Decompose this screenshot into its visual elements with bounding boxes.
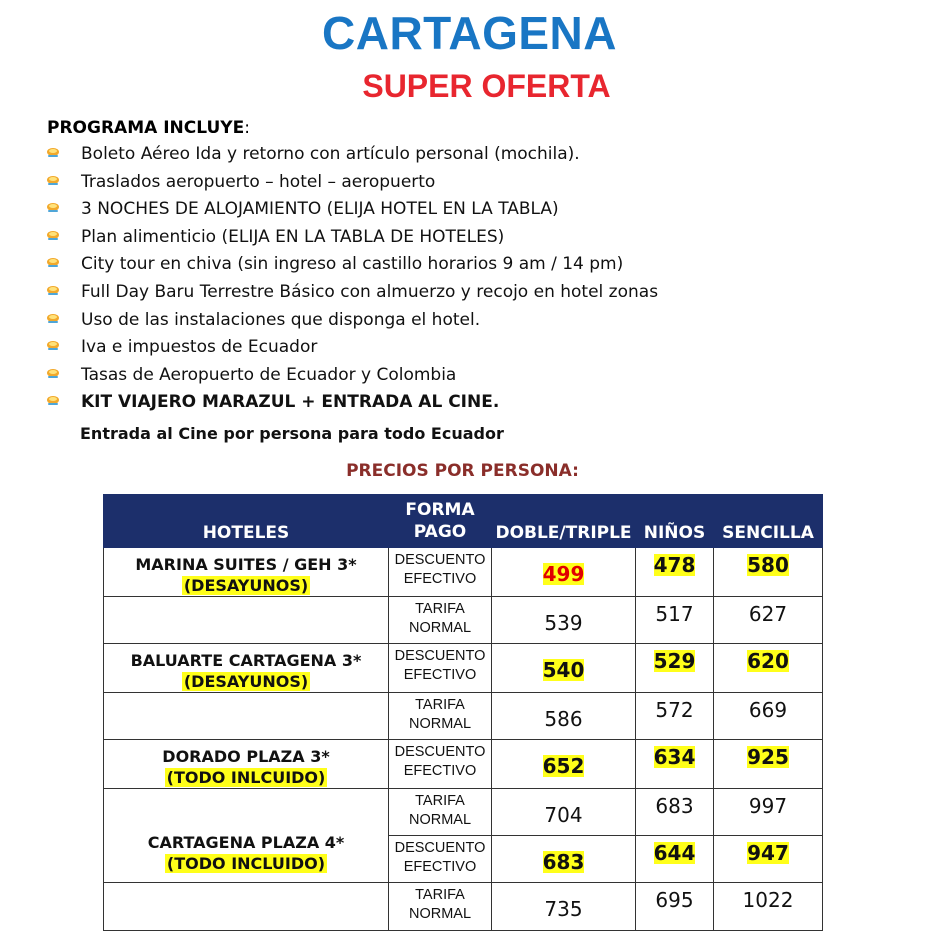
bullet-icon bbox=[46, 285, 60, 297]
bullet-icon bbox=[46, 368, 60, 380]
price-sencilla: 620 bbox=[747, 649, 789, 673]
program-item bbox=[44, 141, 744, 169]
program-item bbox=[44, 307, 744, 335]
table-row bbox=[104, 644, 823, 693]
hotel-name: CARTAGENA PLAZA 4* bbox=[147, 833, 345, 852]
price-ninos: 572 bbox=[655, 698, 694, 722]
price-ninos-cell bbox=[636, 693, 714, 740]
price-doble: 704 bbox=[544, 803, 583, 827]
price-doble-cell bbox=[492, 883, 636, 931]
program-item bbox=[44, 196, 744, 224]
price-doble: 499 bbox=[542, 562, 585, 586]
bullet-icon bbox=[46, 230, 60, 242]
hotel-cell bbox=[104, 548, 389, 597]
program-item-text: City tour en chiva (sin ingreso al castillo horarios 9 am / 14 pm) bbox=[81, 254, 624, 275]
page-subtitle: SUPER OFERTA bbox=[362, 68, 611, 104]
price-sencilla-cell bbox=[714, 693, 823, 740]
price-ninos-cell bbox=[636, 548, 714, 597]
price-sencilla: 580 bbox=[747, 553, 789, 577]
header-doble: DOBLE/TRIPLE bbox=[492, 495, 636, 548]
bullet-icon bbox=[46, 202, 60, 214]
table-row bbox=[104, 693, 823, 740]
hotel-cell-empty bbox=[104, 597, 389, 644]
program-item-text: Plan alimenticio (ELIJA EN LA TABLA DE HOTELES) bbox=[81, 226, 505, 247]
program-item bbox=[44, 279, 744, 307]
hotel-cell bbox=[104, 789, 389, 883]
hotel-cell-empty bbox=[104, 693, 389, 740]
program-heading-colon: : bbox=[244, 118, 250, 138]
hotel-cell bbox=[104, 644, 389, 693]
price-doble-cell bbox=[492, 597, 636, 644]
price-table bbox=[103, 494, 823, 931]
program-heading bbox=[47, 118, 250, 138]
price-sencilla: 947 bbox=[747, 841, 789, 865]
price-sencilla-cell bbox=[714, 883, 823, 931]
meal-plan-badge: (TODO INLCUIDO) bbox=[166, 768, 326, 787]
forma-line1: TARIFA bbox=[415, 887, 465, 903]
forma-line1: DESCUENTO bbox=[394, 840, 486, 856]
price-doble: 539 bbox=[544, 611, 583, 635]
price-ninos: 529 bbox=[653, 649, 696, 673]
price-ninos-cell bbox=[636, 836, 714, 883]
price-ninos-cell bbox=[636, 789, 714, 836]
price-sencilla-cell bbox=[714, 597, 823, 644]
program-item-text: Iva e impuestos de Ecuador bbox=[81, 337, 318, 358]
price-doble-cell bbox=[492, 644, 636, 693]
table-row bbox=[104, 597, 823, 644]
forma-line2: EFECTIVO bbox=[403, 667, 477, 683]
price-ninos: 683 bbox=[655, 794, 694, 818]
forma-pago-cell bbox=[389, 693, 492, 740]
price-doble-cell bbox=[492, 548, 636, 597]
bullet-icon bbox=[46, 147, 60, 159]
price-sencilla-cell bbox=[714, 644, 823, 693]
price-doble-cell bbox=[492, 789, 636, 836]
price-sencilla: 669 bbox=[748, 698, 788, 722]
price-ninos-cell bbox=[636, 740, 714, 789]
forma-pago-cell bbox=[389, 789, 492, 836]
program-item bbox=[44, 169, 744, 197]
program-item bbox=[44, 251, 744, 279]
program-item-text: Tasas de Aeropuerto de Ecuador y Colombia bbox=[81, 364, 457, 385]
table-row bbox=[104, 789, 823, 836]
forma-line2: NORMAL bbox=[408, 716, 472, 732]
header-ninos: NIÑOS bbox=[636, 495, 714, 548]
bullet-icon bbox=[46, 313, 60, 325]
forma-line2: EFECTIVO bbox=[403, 859, 477, 875]
meal-plan-badge: (TODO INCLUIDO) bbox=[166, 854, 326, 873]
forma-pago-cell bbox=[389, 644, 492, 693]
price-doble-cell bbox=[492, 740, 636, 789]
forma-pago-cell bbox=[389, 548, 492, 597]
price-sencilla-cell bbox=[714, 789, 823, 836]
forma-line2: NORMAL bbox=[408, 812, 472, 828]
page-title: CARTAGENA bbox=[322, 7, 617, 59]
table-header-row bbox=[104, 495, 823, 548]
forma-line2: NORMAL bbox=[408, 906, 472, 922]
program-item bbox=[44, 362, 744, 390]
program-item-text: Traslados aeropuerto – hotel – aeropuerto bbox=[81, 171, 436, 192]
price-doble: 683 bbox=[542, 850, 585, 874]
price-ninos-cell bbox=[636, 597, 714, 644]
table-row bbox=[104, 740, 823, 789]
hotel-name: BALUARTE CARTAGENA 3* bbox=[130, 651, 362, 670]
meal-plan-badge: (DESAYUNOS) bbox=[183, 576, 309, 595]
prices-heading: PRECIOS POR PERSONA: bbox=[346, 461, 579, 481]
program-item-text: Full Day Baru Terrestre Básico con almuerzo y recojo en hotel zonas bbox=[81, 281, 659, 302]
forma-line2: EFECTIVO bbox=[403, 763, 477, 779]
forma-pago-cell bbox=[389, 836, 492, 883]
price-sencilla: 997 bbox=[748, 794, 788, 818]
bullet-icon bbox=[46, 340, 60, 352]
forma-line1: TARIFA bbox=[415, 697, 465, 713]
price-sencilla: 1022 bbox=[742, 888, 794, 912]
program-item-text: Uso de las instalaciones que disponga el hotel. bbox=[81, 309, 481, 330]
price-sencilla: 627 bbox=[748, 602, 788, 626]
price-ninos: 695 bbox=[655, 888, 694, 912]
header-forma-line2: PAGO bbox=[413, 522, 467, 542]
forma-line2: NORMAL bbox=[408, 620, 472, 636]
forma-line1: TARIFA bbox=[415, 793, 465, 809]
table-row bbox=[104, 883, 823, 931]
program-items-list bbox=[44, 141, 744, 417]
price-doble: 652 bbox=[542, 754, 585, 778]
program-item-text: 3 NOCHES DE ALOJAMIENTO (ELIJA HOTEL EN LA TABLA) bbox=[81, 199, 559, 220]
cinema-note: Entrada al Cine por persona para todo Ecuador bbox=[80, 424, 504, 443]
program-item-text: KIT VIAJERO MARAZUL + ENTRADA AL CINE. bbox=[81, 392, 500, 413]
forma-line1: TARIFA bbox=[415, 601, 465, 617]
forma-line1: DESCUENTO bbox=[394, 744, 486, 760]
price-ninos: 517 bbox=[655, 602, 694, 626]
bullet-icon bbox=[46, 395, 60, 407]
price-sencilla-cell bbox=[714, 548, 823, 597]
meal-plan-badge: (DESAYUNOS) bbox=[183, 672, 309, 691]
forma-pago-cell bbox=[389, 597, 492, 644]
table-row bbox=[104, 548, 823, 597]
header-sencilla: SENCILLA bbox=[714, 495, 823, 548]
bullet-icon bbox=[46, 257, 60, 269]
price-ninos: 634 bbox=[653, 745, 696, 769]
price-doble-cell bbox=[492, 693, 636, 740]
price-sencilla-cell bbox=[714, 836, 823, 883]
header-hoteles: HOTELES bbox=[104, 495, 389, 548]
forma-line1: DESCUENTO bbox=[394, 552, 486, 568]
program-item bbox=[44, 224, 744, 252]
header-forma-pago bbox=[389, 495, 492, 548]
price-ninos-cell bbox=[636, 644, 714, 693]
hotel-cell-spacer bbox=[104, 789, 388, 832]
price-ninos: 478 bbox=[653, 553, 696, 577]
forma-pago-cell bbox=[389, 740, 492, 789]
forma-pago-cell bbox=[389, 883, 492, 931]
header-forma-line1: FORMA bbox=[405, 500, 475, 520]
hotel-cell-empty bbox=[104, 883, 389, 931]
forma-line1: DESCUENTO bbox=[394, 648, 486, 664]
price-doble: 540 bbox=[542, 658, 585, 682]
price-doble: 586 bbox=[544, 707, 583, 731]
forma-line2: EFECTIVO bbox=[403, 571, 477, 587]
program-item-text: Boleto Aéreo Ida y retorno con artículo personal (mochila). bbox=[81, 144, 580, 164]
program-item bbox=[44, 334, 744, 362]
price-ninos-cell bbox=[636, 883, 714, 931]
hotel-name: MARINA SUITES / GEH 3* bbox=[135, 555, 357, 574]
program-heading-text: PROGRAMA INCLUYE bbox=[47, 118, 245, 138]
price-doble-cell bbox=[492, 836, 636, 883]
program-item bbox=[44, 389, 744, 417]
hotel-name: DORADO PLAZA 3* bbox=[162, 747, 330, 766]
price-sencilla-cell bbox=[714, 740, 823, 789]
price-doble: 735 bbox=[544, 897, 583, 921]
price-sencilla: 925 bbox=[747, 745, 789, 769]
bullet-icon bbox=[46, 175, 60, 187]
price-ninos: 644 bbox=[653, 841, 696, 865]
hotel-cell bbox=[104, 740, 389, 789]
